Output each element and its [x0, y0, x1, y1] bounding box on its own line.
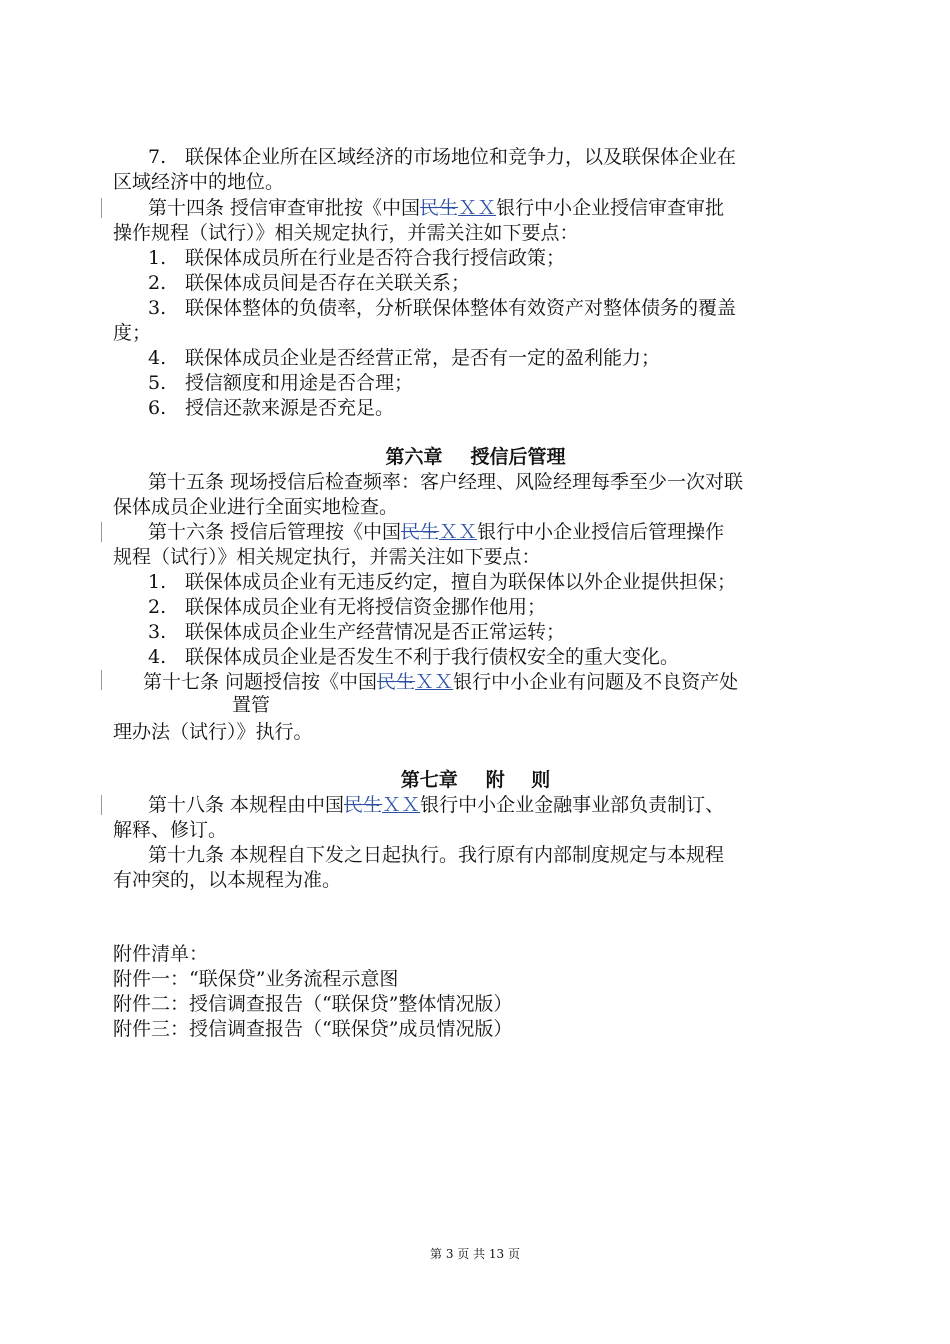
article-19-line1: 第十九条 本规程自下发之日起执行。我行原有内部制度规定与本规程	[148, 844, 725, 866]
article-17-line3: 理办法（试行）》执行。	[113, 721, 313, 743]
item-text: 联保体成员企业生产经营情况是否正常运转；	[185, 621, 566, 643]
list-item	[148, 570, 736, 594]
revision-bar	[101, 522, 102, 542]
revision-bar	[101, 795, 102, 815]
article-17-wrap: 置管	[232, 694, 271, 716]
item-text: 联保体成员企业有无将授信资金挪作他用；	[185, 596, 547, 618]
article-text: 银行中小企业有问题及不良资产处	[453, 671, 739, 693]
article-text: 第十六条 授信后管理按《中国	[148, 521, 402, 543]
list-item	[148, 645, 679, 669]
page-footer: 第 3 页 共 13 页	[430, 1247, 520, 1261]
list-item	[148, 595, 546, 619]
list-item	[148, 246, 565, 270]
article-14-line2: 操作规程（试行）》相关规定执行，并需关注如下要点：	[113, 222, 579, 244]
deleted-text: 民生	[401, 521, 440, 543]
article-19-line2: 有冲突的，以本规程为准。	[113, 869, 342, 891]
list-item	[148, 271, 470, 295]
article-14-line1	[148, 196, 724, 220]
item-text: 联保体成员企业有无违反约定，擅自为联保体以外企业提供担保；	[185, 571, 737, 593]
inserted-text: ＸＸ	[415, 671, 454, 693]
attachments-title: 附件清单：	[113, 943, 209, 965]
item-number: 3.	[148, 621, 167, 643]
chapter-title: 附 则	[485, 769, 551, 791]
inserted-text: ＸＸ	[382, 794, 421, 816]
item-number: 7.	[148, 146, 167, 168]
item-text: 联保体成员企业是否发生不利于我行债权安全的重大变化。	[185, 646, 680, 668]
item-text: 联保体成员所在行业是否符合我行授信政策；	[185, 247, 566, 269]
article-text: 第十八条 本规程由中国	[148, 794, 345, 816]
article-15-line1: 第十五条 现场授信后检查频率：客户经理、风险经理每季至少一次对联	[148, 471, 744, 493]
article-text: 银行中小企业授信审查审批	[496, 197, 725, 219]
item-text: 联保体成员间是否存在关联关系；	[185, 272, 471, 294]
inserted-text: ＸＸ	[439, 521, 478, 543]
list-item	[148, 296, 736, 320]
revision-bar	[101, 670, 102, 690]
article-text: 银行中小企业授信后管理操作	[477, 521, 725, 543]
item-number: 1.	[148, 571, 167, 593]
item-number: 4.	[148, 646, 167, 668]
chapter-heading	[113, 444, 838, 470]
item-text: 授信还款来源是否充足。	[185, 397, 395, 419]
list-item	[148, 371, 413, 395]
article-18-line1	[148, 793, 724, 817]
article-18-line2: 解释、修订。	[113, 819, 228, 841]
article-16-line1	[148, 520, 724, 544]
item-number: 2.	[148, 596, 167, 618]
chapter-heading	[113, 767, 838, 793]
chapter-number: 第六章	[385, 446, 443, 468]
article-15-line2: 保体成员企业进行全面实地检查。	[113, 496, 399, 518]
list-item	[148, 346, 660, 370]
article-text: 第十七条 问题授信按《中国	[143, 671, 378, 693]
attachment-item: 附件三：授信调查报告（“联保贷”成员情况版）	[113, 1018, 513, 1040]
item-number: 2.	[148, 272, 167, 294]
deleted-text: 民生	[420, 197, 459, 219]
article-16-line2: 规程（试行）》相关规定执行，并需关注如下要点：	[113, 546, 541, 568]
list-item	[148, 396, 394, 420]
item-number: 5.	[148, 372, 167, 394]
item-text: 授信额度和用途是否合理；	[185, 372, 414, 394]
item-number: 1.	[148, 247, 167, 269]
item-text: 联保体整体的负债率，分析联保体整体有效资产对整体债务的覆盖	[185, 297, 737, 319]
chapter-title: 授信后管理	[470, 446, 566, 468]
list-item	[148, 145, 736, 169]
item-number: 6.	[148, 397, 167, 419]
deleted-text: 民生	[377, 671, 416, 693]
item-text: 联保体企业所在区域经济的市场地位和竞争力，以及联保体企业在	[185, 146, 737, 168]
attachment-item: 附件二：授信调查报告（“联保贷”整体情况版）	[113, 993, 513, 1015]
revision-bar	[101, 198, 102, 218]
item-number: 4.	[148, 347, 167, 369]
article-text: 第十四条 授信审查审批按《中国	[148, 197, 421, 219]
article-17-line1	[143, 670, 738, 694]
inserted-text: ＸＸ	[458, 197, 497, 219]
list-item	[148, 620, 565, 644]
attachment-item: 附件一：“联保贷”业务流程示意图	[113, 968, 399, 990]
item-continuation: 区域经济中的地位。	[113, 171, 285, 193]
chapter-number: 第七章	[400, 769, 458, 791]
article-text: 银行中小企业金融事业部负责制订、	[420, 794, 725, 816]
item-number: 3.	[148, 297, 167, 319]
item-text: 联保体成员企业是否经营正常，是否有一定的盈利能力；	[185, 347, 661, 369]
deleted-text: 民生	[344, 794, 383, 816]
item-continuation: 度；	[113, 322, 152, 344]
